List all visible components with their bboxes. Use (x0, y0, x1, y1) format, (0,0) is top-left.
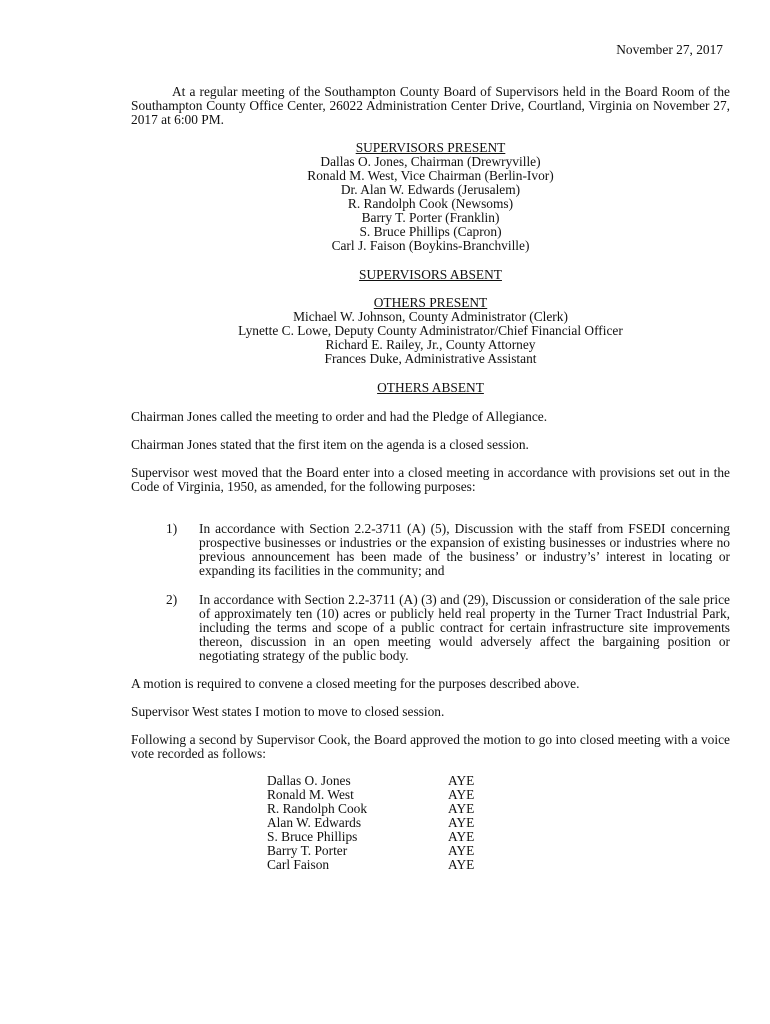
table-row (267, 802, 474, 816)
supervisors-absent-section (131, 268, 730, 282)
voter-name: R. Randolph Cook (267, 801, 368, 816)
others-present-heading: OTHERS PRESENT (373, 295, 488, 310)
list-item-number: 1) (166, 521, 178, 536)
supervisor-name: R. Randolph Cook (Newsoms) (347, 196, 514, 211)
paragraph-closed-meeting-motion: Supervisor west moved that the Board enter into a closed meeting in accordance with provisions set out in the Code of Virginia, 1950, as amended, for the following purposes: (131, 465, 730, 494)
paragraph-call-to-order: Chairman Jones called the meeting to order and had the Pledge of Allegiance. (131, 409, 548, 424)
paragraph-first-item: Chairman Jones stated that the first item on the agenda is a closed session. (131, 437, 529, 452)
voter-name: Ronald M. West (267, 787, 354, 802)
intro-paragraph: At a regular meeting of the Southampton County Board of Supervisors held in the Board Room of the Southampton County Office Center, 26022 Administration Center Drive, Courtland, Virginia on November 27, 2017 at 6:00 PM. (131, 84, 730, 127)
staff-name: Frances Duke, Administrative Assistant (324, 351, 537, 366)
others-present-section (131, 296, 730, 366)
staff-name: Michael W. Johnson, County Administrator (Clerk) (293, 309, 568, 324)
supervisors-absent-heading: SUPERVISORS ABSENT (359, 267, 502, 282)
supervisor-name: Carl J. Faison (Boykins-Branchville) (331, 238, 530, 253)
voter-name: S. Bruce Phillips (267, 829, 358, 844)
table-row (267, 788, 474, 802)
supervisors-present-section (131, 141, 730, 253)
table-row (267, 774, 474, 788)
others-absent-section (131, 381, 730, 395)
vote-value: AYE (448, 801, 475, 816)
supervisor-name: S. Bruce Phillips (Capron) (359, 224, 502, 239)
purposes-list (166, 593, 730, 663)
supervisor-name: Barry T. Porter (Franklin) (361, 210, 500, 225)
vote-value: AYE (448, 787, 475, 802)
table-row (267, 816, 474, 830)
voter-name: Alan W. Edwards (267, 815, 362, 830)
list-item-text: In accordance with Section 2.2-3711 (A) (5), Discussion with the staff from FSEDI concerning prospective businesses or industries or the expansion of existing businesses or industries where no previous announcement has been made of the business’ or industry’s’ interest in locating or expanding its facilities in the community; and (199, 521, 730, 578)
paragraph-motion-required: A motion is required to convene a closed meeting for the purposes described above. (131, 676, 580, 691)
vote-value: AYE (448, 773, 475, 788)
others-absent-heading: OTHERS ABSENT (377, 380, 484, 395)
vote-value: AYE (448, 829, 475, 844)
staff-name: Richard E. Railey, Jr., County Attorney (325, 337, 536, 352)
supervisor-name: Ronald M. West, Vice Chairman (Berlin-Ivor) (307, 168, 554, 183)
supervisor-name: Dr. Alan W. Edwards (Jerusalem) (340, 182, 521, 197)
vote-value: AYE (448, 843, 475, 858)
vote-table (267, 774, 474, 872)
list-item-text: In accordance with Section 2.2-3711 (A) (3) and (29), Discussion or consideration of the sale price of approximately ten (10) acres or publicly held real property in the Turner Tract Industrial Park, including the terms and scope of a public contract for certain infrastructure site improvements thereon, discussion in an open meeting would adversely affect the bargaining position or negotiating strategy of the public body. (199, 592, 730, 663)
meeting-date: November 27, 2017 (616, 42, 723, 57)
paragraph-west-motion: Supervisor West states I motion to move to closed session. (131, 704, 445, 719)
table-row (267, 830, 474, 844)
list-item (166, 522, 730, 578)
purposes-list (166, 522, 730, 578)
supervisors-present-heading: SUPERVISORS PRESENT (355, 140, 506, 155)
staff-name: Lynette C. Lowe, Deputy County Administrator/Chief Financial Officer (238, 323, 623, 338)
table-row (267, 844, 474, 858)
list-item-number: 2) (166, 592, 178, 607)
voter-name: Barry T. Porter (267, 843, 348, 858)
table-row (267, 858, 474, 872)
vote-value: AYE (448, 815, 475, 830)
vote-value: AYE (448, 857, 475, 872)
voter-name: Dallas O. Jones (267, 773, 351, 788)
list-item (166, 593, 730, 663)
supervisor-name: Dallas O. Jones, Chairman (Drewryville) (320, 154, 541, 169)
voter-name: Carl Faison (267, 857, 330, 872)
paragraph-voice-vote: Following a second by Supervisor Cook, the Board approved the motion to go into closed meeting with a voice vote recorded as follows: (131, 732, 730, 761)
